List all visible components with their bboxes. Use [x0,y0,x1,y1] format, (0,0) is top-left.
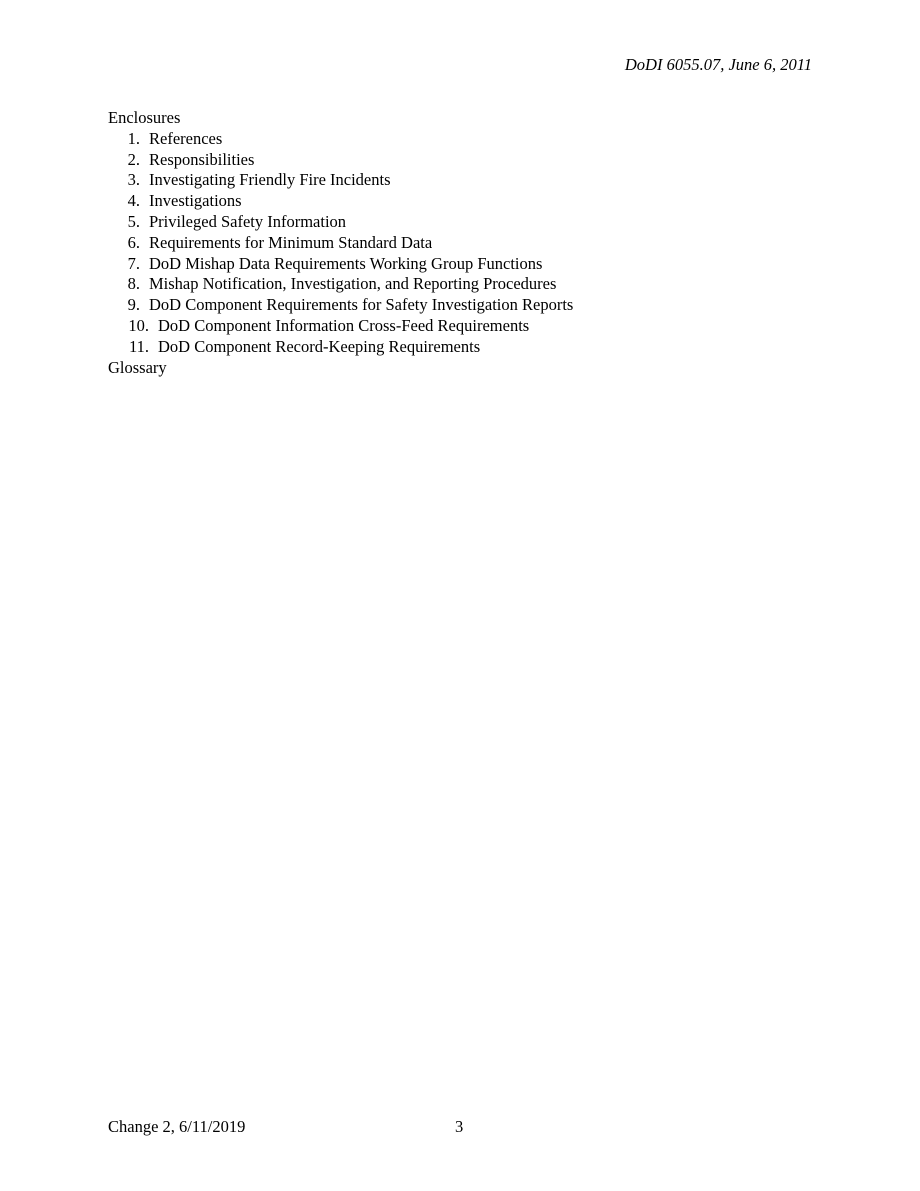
toc-item-number: 3. [127,170,140,190]
toc-item-references [108,129,808,150]
toc-item-label: DoD Component Information Cross-Feed Requirements [158,315,530,335]
toc-item-privileged-safety-info [108,212,808,233]
enclosures-heading: Enclosures [108,108,181,127]
toc-item-number: 8. [127,274,140,294]
toc-item-number: 9. [127,295,140,315]
toc-item-number: 2. [127,149,140,169]
toc-item-cross-feed [108,316,808,337]
toc-item-number: 11. [128,336,149,356]
toc-item-number: 6. [127,232,140,252]
toc-item-label: Privileged Safety Information [149,211,347,231]
toc-item-record-keeping [108,337,808,358]
toc-item-minimum-standard-data [108,233,808,254]
toc-item-responsibilities [108,150,808,171]
toc-item-label: Requirements for Minimum Standard Data [149,232,433,252]
toc-item-label: DoD Component Record-Keeping Requirements [158,336,481,356]
toc-item-label: Mishap Notification, Investigation, and Reporting Procedures [149,274,557,294]
toc-item-working-group-functions [108,254,808,275]
toc-item-number: 7. [127,253,140,273]
toc-item-label: References [149,128,223,148]
table-of-contents [108,108,808,378]
toc-item-number: 10. [128,315,149,335]
toc-item-label: DoD Component Requirements for Safety Investigation Reports [149,295,574,315]
toc-item-number: 5. [127,211,140,231]
toc-item-friendly-fire [108,170,808,191]
toc-item-reporting-procedures [108,274,808,295]
page-number: 3 [455,1117,464,1136]
toc-item-label: DoD Mishap Data Requirements Working Group Functions [149,253,543,273]
document-reference-header: DoDI 6055.07, June 6, 2011 [624,55,812,74]
glossary-heading: Glossary [108,357,167,377]
change-footer: Change 2, 6/11/2019 [108,1117,246,1136]
toc-item-label: Investigating Friendly Fire Incidents [149,170,391,190]
toc-item-number: 1. [127,128,140,148]
toc-item-safety-investigation-reports [108,295,808,316]
toc-item-number: 4. [127,191,140,211]
toc-item-investigations [108,191,808,212]
toc-item-label: Investigations [149,191,242,211]
toc-item-label: Responsibilities [149,149,255,169]
